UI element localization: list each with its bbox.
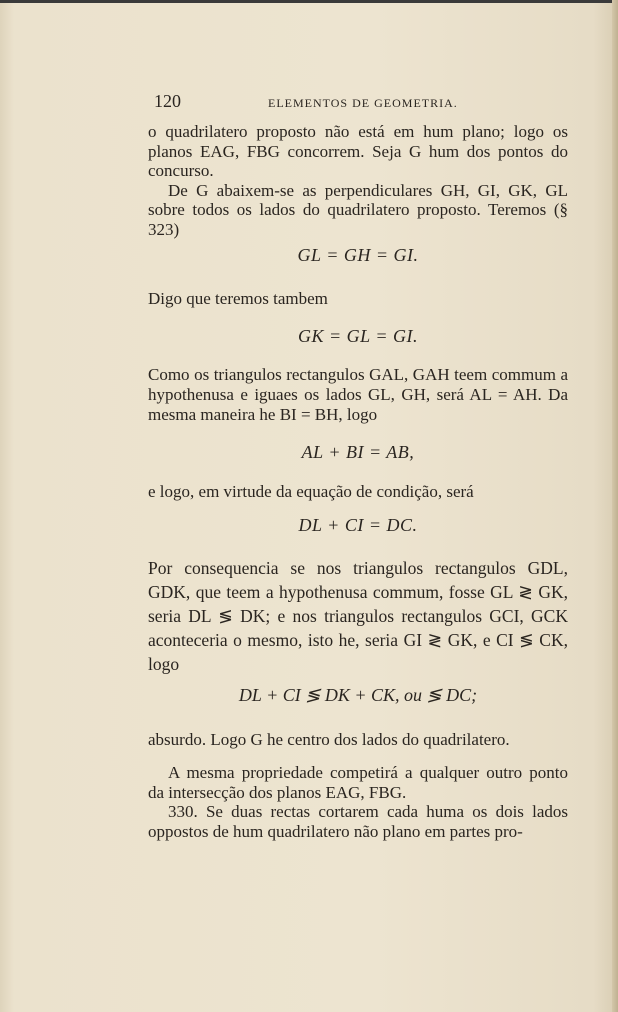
page-edge (612, 0, 618, 1012)
top-border (0, 0, 618, 3)
text-block (148, 92, 568, 841)
equation-3: AL + BI = AB, (301, 442, 415, 463)
paragraph-8: A mesma propriedade competirá a qualquer outro ponto da intersecção dos planos EAG, FBG. (148, 763, 568, 802)
equation-2: GK = GL = GI. (298, 325, 418, 346)
paragraph-5: e logo, em virtude da equação de condição, será (148, 481, 474, 501)
paragraph-9: 330. Se duas rectas cortarem cada huma os dois lados oppostos de hum quadrilatero não plano em partes pro- (148, 802, 568, 841)
equation-1: GL = GH = GI. (297, 244, 419, 265)
paragraph-7: absurdo. Logo G he centro dos lados do quadrilatero. (148, 729, 510, 749)
paragraph-6: Por consequencia se nos triangulos rectangulos GDL, GDK, que teem a hypothenusa commum, fosse GL ≷ GK, seria DL ≶ DK; e nos triangulos rectangulos GCI, GCK aconteceria o mesmo, isto he, seria GI ≷ GK, e CI ≶ CK, logo (148, 557, 568, 674)
paragraph-4: Como os triangulos rectangulos GAL, GAH teem commum a hypothenusa e iguaes os lados GL, GH, será AL = AH. Da mesma maneira he BI = BH, logo (148, 365, 568, 424)
running-title: ELEMENTOS DE GEOMETRIA. (268, 96, 458, 110)
page-number: 120 (154, 91, 181, 111)
page-header (148, 92, 568, 114)
paragraph-3: Digo que teremos tambem (148, 289, 328, 309)
equation-4: DL + CI = DC. (298, 515, 418, 536)
equation-5: DL + CI ≶ DK + CK, ou ≶ DC; (238, 684, 478, 705)
paragraph-1: o quadrilatero proposto não está em hum plano; logo os planos EAG, FBG concorrem. Seja G hum dos pontos do concurso. (148, 122, 568, 181)
paragraph-2: De G abaixem-se as perpendiculares GH, GI, GK, GL sobre todos os lados do quadrilatero proposto. Teremos (§ 323) (148, 180, 568, 239)
